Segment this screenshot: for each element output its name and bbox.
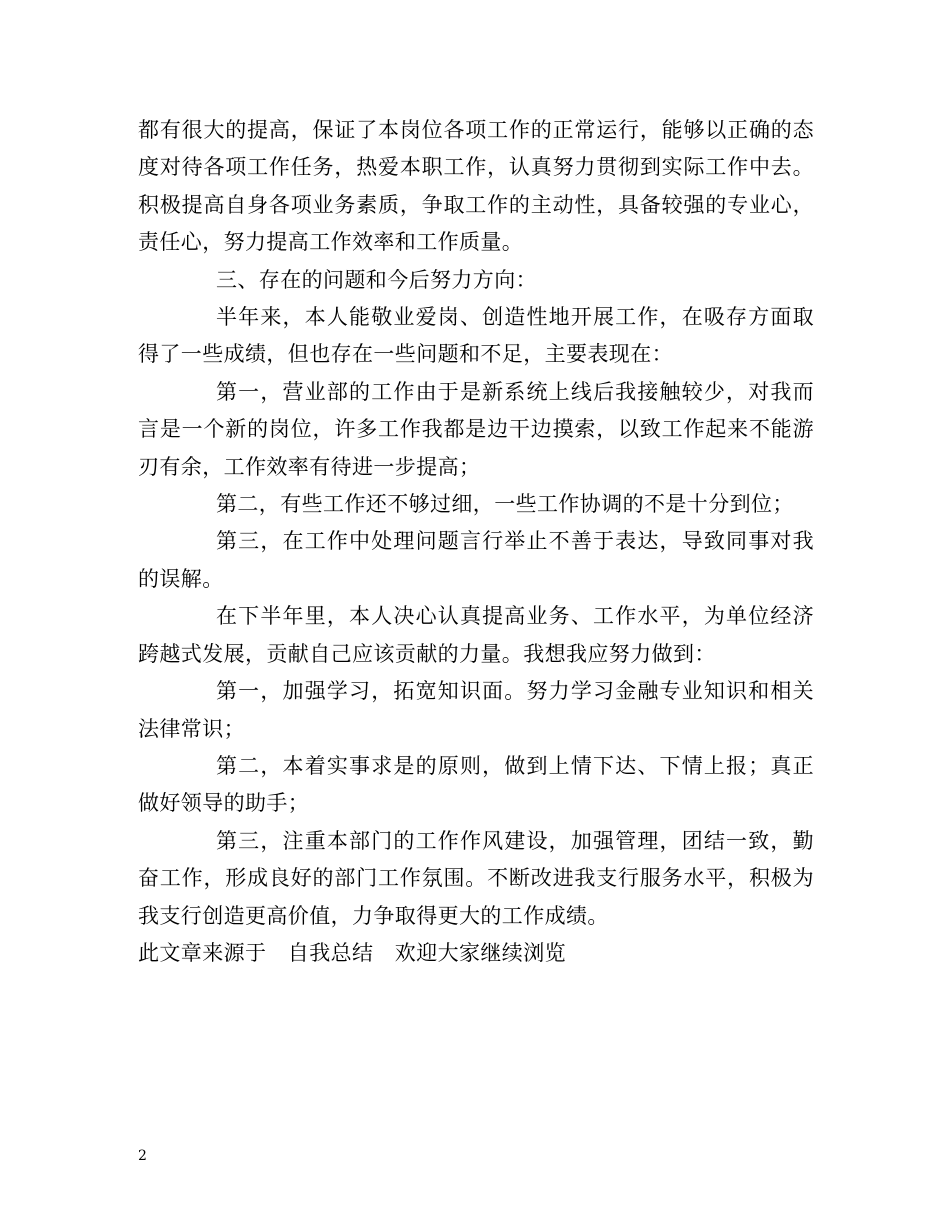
paragraph: 半年来，本人能敬业爱岗、创造性地开展工作，在吸存方面取得了一些成绩，但也存在一些问题和不足，主要表现在： bbox=[138, 305, 814, 367]
section-heading: 三、存在的问题和今后努力方向： bbox=[216, 267, 537, 292]
paragraph: 第二，本着实事求是的原则，做到上情下达、下情上报；真正做好领导的助手； bbox=[138, 753, 814, 816]
paragraph: 第三，注重本部门的工作作风建设，加强管理，团结一致，勤奋工作，形成良好的部门工作氛围。不断改进我支行服务水平，积极为我支行创造更高价值，力争取得更大的工作成绩。 bbox=[138, 828, 814, 928]
page-number: 2 bbox=[138, 1148, 147, 1164]
paragraph: 第一，营业部的工作由于是新系统上线后我接触较少，对我而言是一个新的岗位，许多工作我都是边干边摸索，以致工作起来不能游刃有余，工作效率有待进一步提高； bbox=[138, 379, 814, 479]
paragraph-continued: 都有很大的提高，保证了本岗位各项工作的正常运行，能够以正确的态度对待各项工作任务，热爱本职工作，认真努力贯彻到实际工作中去。积极提高自身各项业务素质，争取工作的主动性，具备较强的专业心，责任心，努力提高工作效率和工作质量。 bbox=[138, 118, 814, 255]
paragraph: 在下半年里，本人决心认真提高业务、工作水平，为单位经济跨越式发展，贡献自己应该贡献的力量。我想我应努力做到： bbox=[138, 604, 814, 666]
paragraph: 第一，加强学习，拓宽知识面。努力学习金融专业知识和相关法律常识； bbox=[138, 679, 814, 741]
paragraph: 第二，有些工作还不够过细，一些工作协调的不是十分到位； bbox=[216, 492, 794, 517]
source-footer: 此文章来源于 自我总结 欢迎大家继续浏览 bbox=[138, 940, 566, 965]
document-body bbox=[138, 112, 814, 972]
paragraph: 第三，在工作中处理问题言行举止不善于表达，导致同事对我的误解。 bbox=[138, 529, 814, 591]
